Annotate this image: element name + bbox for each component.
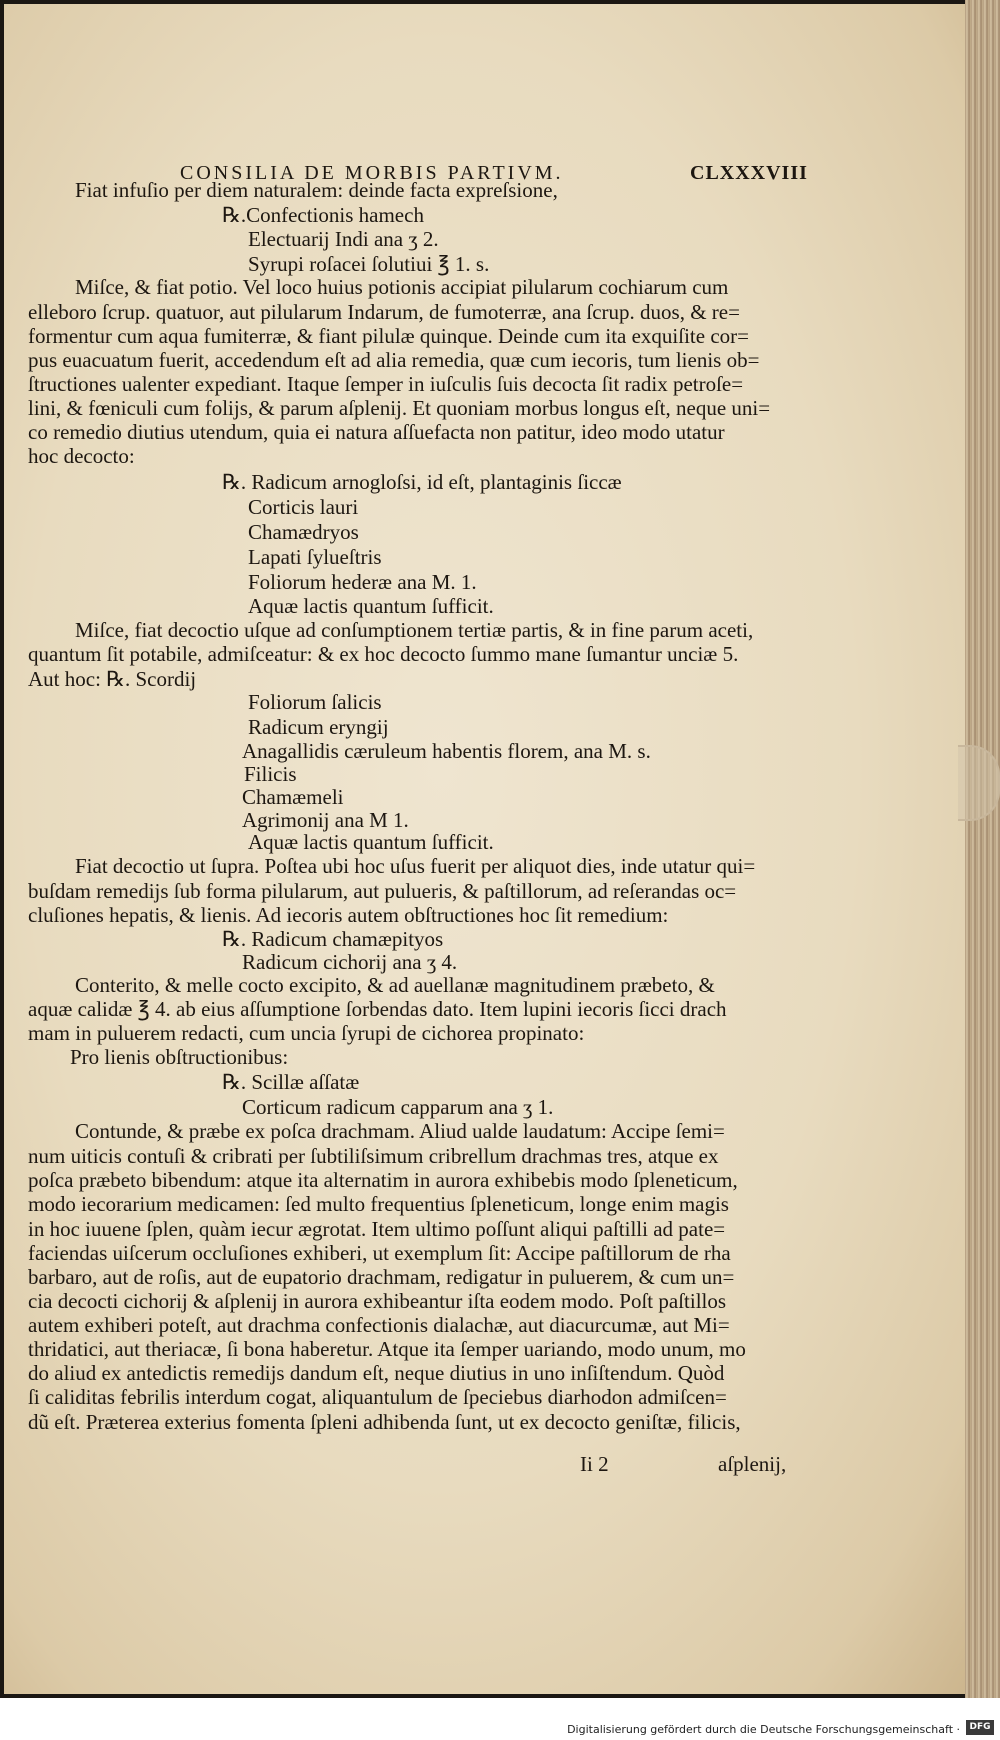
text-line: quantum ſit potabile, admiſceatur: & ex hoc decocto ſummo mane ſumantur unciæ 5. (28, 642, 739, 666)
text-line: ℞. Radicum chamæpityos (222, 927, 444, 951)
text-line: modo iecorarium medicamen: ſed multo frequentius ſpleneticum, longe enim magis (28, 1192, 729, 1216)
text-line: Chamæmeli (242, 785, 344, 809)
text-line: Aquæ lactis quantum ſufficit. (248, 830, 494, 854)
text-line: poſca præbeto bibendum: atque ita alternatim in aurora exhibebis modo ſpleneticum, (28, 1168, 738, 1192)
text-line: Fiat decoctio ut ſupra. Poſtea ubi hoc uſus fuerit per aliquot dies, inde utatur qui= (75, 854, 756, 878)
text-line: ℞. Scillæ aſſatæ (222, 1070, 360, 1094)
text-line: Syrupi roſacei ſolutiui ℥ 1. s. (248, 252, 490, 276)
text-line: Fiat infuſio per diem naturalem: deinde facta expreſsione, (75, 178, 558, 202)
text-line: dũ eſt. Præterea exterius fomenta ſpleni adhibenda ſunt, ut ex decocto geniſtæ, filicis, (28, 1410, 741, 1434)
text-line: aquæ calidæ ℥ 4. ab eius aſſumptione ſorbendas dato. Item lupini iecoris ſicci drach (28, 997, 727, 1021)
text-line: Electuarij Indi ana ʒ 2. (248, 227, 439, 251)
text-line: faciendas uiſcerum occluſiones exhiberi, ut exemplum ſit: Accipe paſtillorum de rha (28, 1241, 731, 1265)
catchword: aſplenij, (718, 1452, 787, 1476)
text-line: autem exhiberi poteſt, aut drachma confectionis dialachæ, aut diacurcumæ, aut Mi= (28, 1313, 730, 1337)
text-line: pus euacuatum fuerit, accedendum eſt ad alia remedia, quæ cum iecoris, tum lienis ob= (28, 348, 760, 372)
text-line: Miſce, & fiat potio. Vel loco huius potionis accipiat pilularum cochiarum cum (75, 275, 729, 299)
text-line: Foliorum ſalicis (248, 690, 382, 714)
text-line: barbaro, aut de roſis, aut de eupatorio drachmam, redigatur in puluerem, & cum un= (28, 1265, 735, 1289)
folio-number: CLXXXVIII (690, 162, 808, 184)
text-line: co remedio diutius utendum, quia ei natura aſſuefacta non patitur, ideo modo utatur (28, 420, 725, 444)
text-line: lini, & fœniculi cum folijs, & parum aſplenij. Et quoniam morbus longus eſt, neque uni= (28, 396, 771, 420)
text-line: mam in puluerem redacti, cum uncia ſyrupi de cichorea propinato: (28, 1021, 585, 1045)
page-edges (965, 0, 1000, 1700)
signature-mark: Ii 2 (580, 1452, 609, 1476)
text-line: cluſiones hepatis, & lienis. Ad iecoris autem obſtructiones hoc ſit remedium: (28, 903, 669, 927)
text-line: Radicum cichorij ana ʒ 4. (242, 950, 458, 974)
text-line: Filicis (244, 762, 297, 786)
text-line: Aut hoc: ℞. Scordij (28, 667, 197, 691)
text-line: formentur cum aqua fumiterræ, & fiant pilulæ quinque. Deinde cum ita exquiſite cor= (28, 324, 749, 348)
digitization-credit: Digitalisierung gefördert durch die Deutsche Forschungsgemeinschaft · (567, 1723, 960, 1736)
text-line: do aliud ex antedictis remedijs dandum eſt, neque diutius in uno inſiſtendum. Quòd (28, 1361, 725, 1385)
text-line: Contunde, & præbe ex poſca drachmam. Aliud ualde laudatum: Accipe ſemi= (75, 1119, 725, 1143)
text-line: Radicum eryngij (248, 715, 389, 739)
text-line: elleboro ſcrup. quatuor, aut pilularum Indarum, de fumoterræ, ana ſcrup. duos, & re= (28, 300, 740, 324)
text-line: cia decocti cichorij & aſplenij in aurora exhibeantur iſta eodem modo. Poſt paſtillos (28, 1289, 727, 1313)
text-line: ℞.Confectionis hamech (222, 203, 424, 227)
dfg-logo: DFG (966, 1720, 994, 1735)
text-line: hoc decocto: (28, 444, 135, 468)
text-line: Agrimonij ana M 1. (242, 808, 409, 832)
text-line: Pro lienis obſtructionibus: (70, 1045, 289, 1069)
text-line: Corticum radicum capparum ana ʒ 1. (242, 1095, 554, 1119)
text-line: buſdam remedijs ſub forma pilularum, aut pulueris, & paſtillorum, ad reſerandas oc= (28, 879, 737, 903)
text-line: Corticis lauri (248, 495, 359, 519)
text-line: Aquæ lactis quantum ſufficit. (248, 594, 494, 618)
text-line: Anagallidis cæruleum habentis florem, ana M. s. (242, 739, 651, 763)
running-header: CONSILIA DE MORBIS PARTIVM. (180, 162, 564, 184)
text-line: Foliorum hederæ ana M. 1. (248, 570, 477, 594)
text-line: num uiticis contuſi & cribrati per ſubtiliſsimum cribrellum drachmas tres, atque ex (28, 1144, 719, 1168)
text-line: Lapati ſylueſtris (248, 545, 382, 569)
text-line: ſtructiones ualenter expediant. Itaque ſemper in iuſculis ſuis decocta ſit radix petroſe= (28, 372, 744, 396)
text-line: Conterito, & melle cocto excipito, & ad auellanæ magnitudinem præbeto, & (75, 973, 715, 997)
text-line: Chamædryos (248, 520, 359, 544)
text-line: in hoc iuuene ſplen, quàm iecur ægrotat. Item ultimo poſſunt aliqui paſtilli ad pate= (28, 1217, 726, 1241)
text-line: Miſce, fiat decoctio uſque ad conſumptionem tertiæ partis, & in fine parum aceti, (75, 618, 754, 642)
text-line: ℞. Radicum arnogloſsi, id eſt, plantaginis ſiccæ (222, 470, 622, 494)
text-line: thridatici, aut theriacæ, ſi bona haberetur. Atque ita ſemper uariando, modo unum, mo (28, 1337, 746, 1361)
text-line: ſi caliditas febrilis interdum cogat, aliquantulum de ſpeciebus diarhodon admiſcen= (28, 1385, 727, 1409)
